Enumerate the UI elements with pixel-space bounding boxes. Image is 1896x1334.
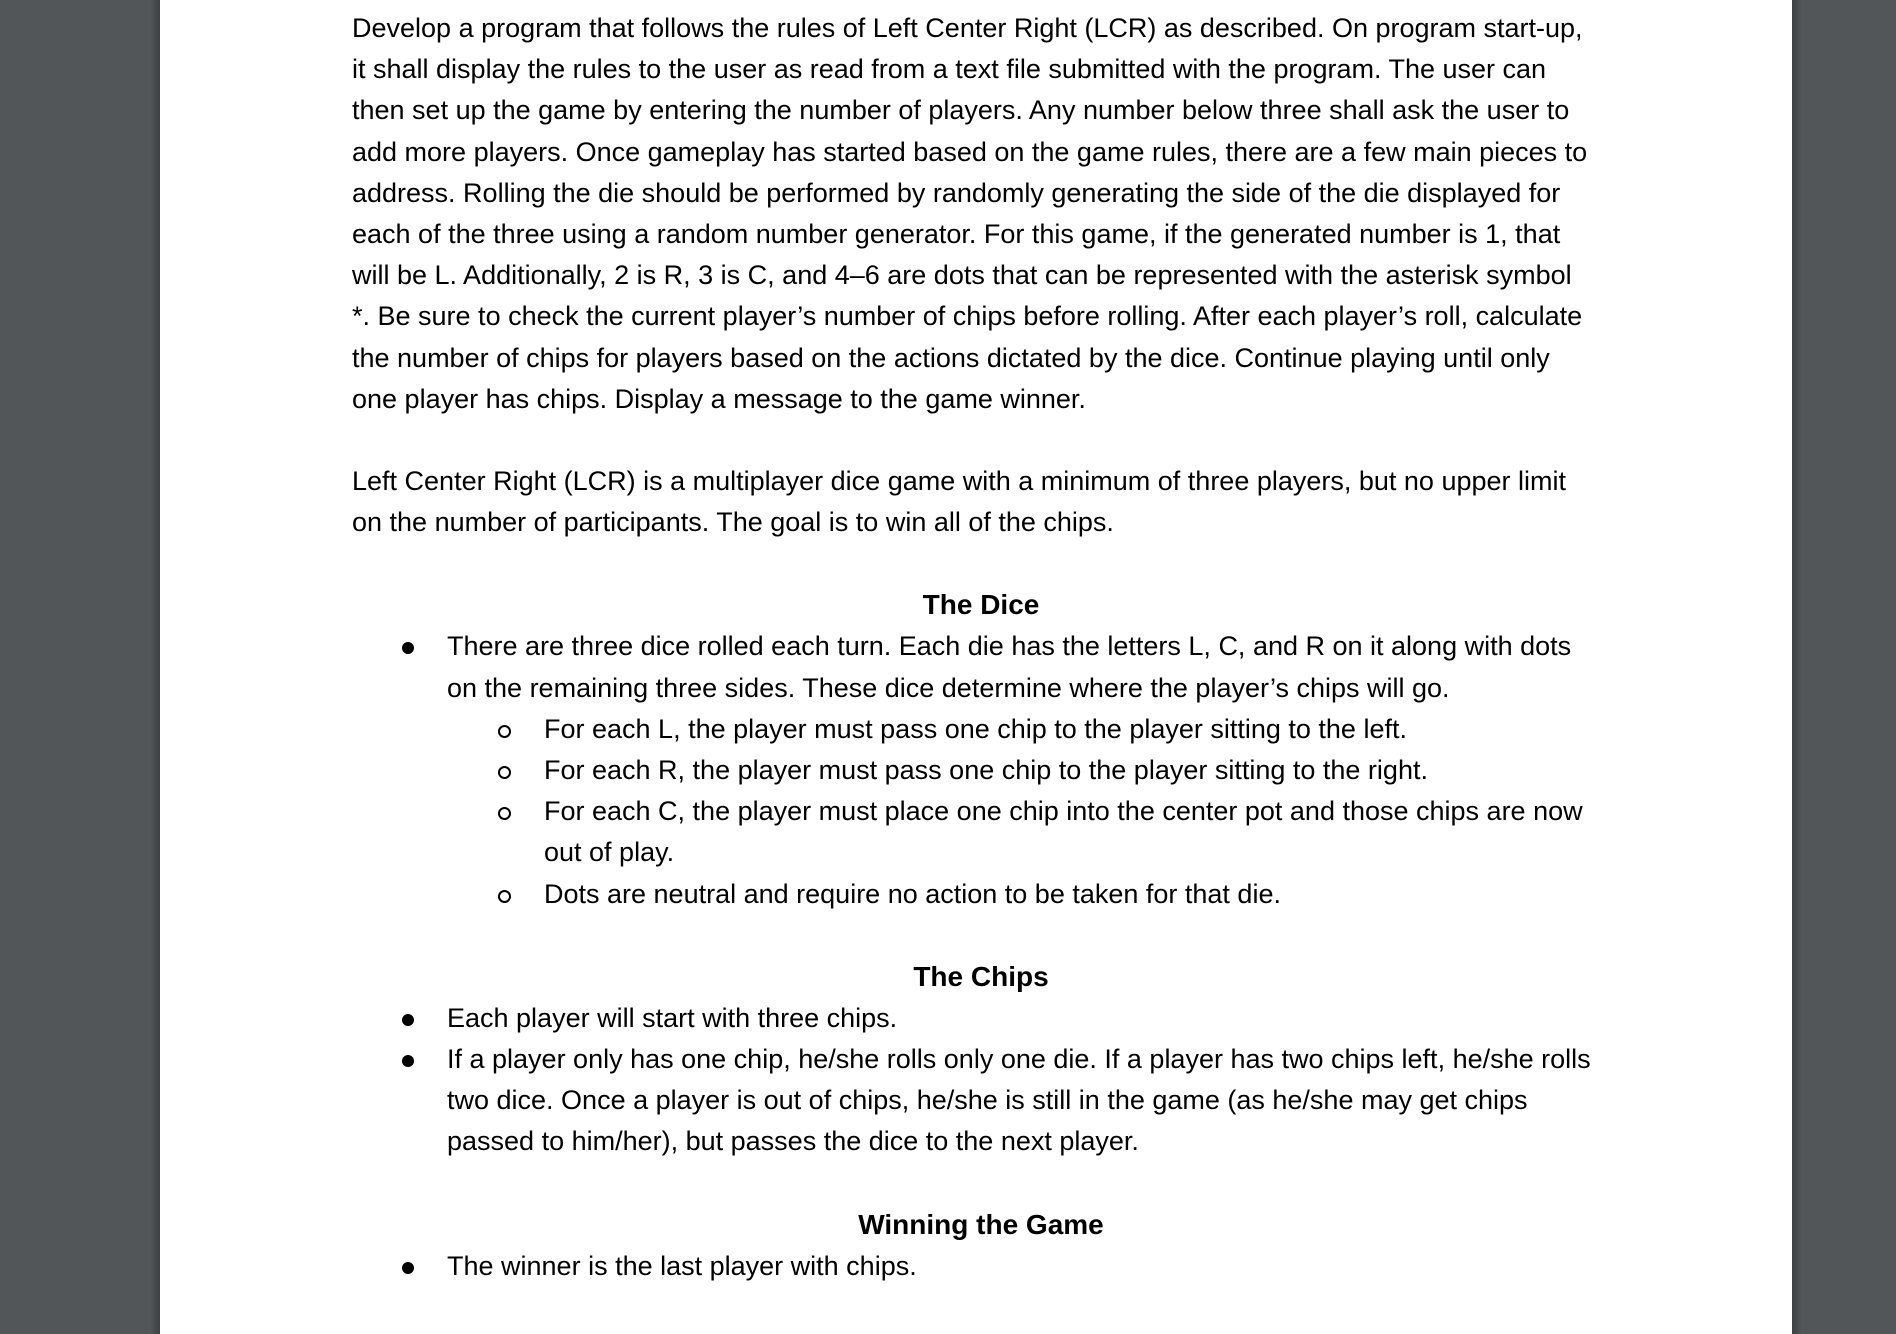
- page-shadow-right: [1792, 0, 1802, 1334]
- bullet-circle: [498, 807, 511, 820]
- list-item: [352, 1246, 1592, 1287]
- bullet-dot: [402, 1014, 414, 1026]
- dice-sub-item-text: For each C, the player must place one chip into the center pot and those chips are now out of play.: [544, 796, 1583, 868]
- document-page: [160, 0, 1792, 1334]
- list-item: [352, 626, 1592, 708]
- intro-paragraph: Develop a program that follows the rules of Left Center Right (LCR) as described. On program start-up, it shall display the rules to the user as read from a text file submitted with the program. The user can then set up the game by entering the number of players. Any number below three shall ask the user to add more players. Once gameplay has started based on the game rules, there are a few main pieces to address. Rolling the die should be performed by randomly generating the side of the die displayed for each of the three using a random number generator. For this game, if the generated number is 1, that will be L. Additionally, 2 is R, 3 is C, and 4–6 are dots that can be represented with the asterisk symbol *. Be sure to check the current player’s number of chips before rolling. After each player’s roll, calculate the number of chips for players based on the actions dictated by the dice. Continue playing until only one player has chips. Display a message to the game winner.: [352, 13, 1588, 414]
- list-item: [352, 998, 1592, 1039]
- winning-bullet-text: The winner is the last player with chips.: [447, 1250, 917, 1281]
- bullet-dot: [402, 1055, 414, 1067]
- bullet-dot: [402, 1262, 414, 1274]
- sub-list-item: [352, 750, 1592, 791]
- page-shadow-left: [150, 0, 160, 1334]
- dice-sub-item-text: For each L, the player must pass one chip to the player sitting to the left.: [544, 713, 1407, 744]
- chips-bullet-text: If a player only has one chip, he/she rolls only one die. If a player has two chips left, he/she rolls two dice. Once a player is out of chips, he/she is still in the game (as he/she may get chips passed to him/her), but passes the dice to the next player.: [447, 1044, 1591, 1157]
- dice-sub-item-text: For each R, the player must pass one chip to the player sitting to the right.: [544, 755, 1428, 786]
- bullet-circle: [498, 890, 511, 903]
- page-content: [352, 8, 1592, 1287]
- chips-heading: The Chips: [913, 960, 1049, 992]
- dice-bullet-text: There are three dice rolled each turn. Each die has the letters L, C, and R on it along with dots on the remaining three sides. These dice determine where the player’s chips will go.: [447, 631, 1572, 703]
- bullet-circle: [498, 766, 511, 779]
- bullet-dot: [402, 642, 414, 654]
- chips-bullet-text: Each player will start with three chips.: [447, 1002, 898, 1033]
- bullet-circle: [498, 725, 511, 738]
- dice-sub-item-text: Dots are neutral and require no action to be taken for that die.: [544, 878, 1281, 909]
- winning-heading: Winning the Game: [858, 1208, 1104, 1240]
- dice-heading: The Dice: [922, 589, 1040, 621]
- sub-list-item: [352, 791, 1592, 873]
- sub-list-item: [352, 709, 1592, 750]
- overview-paragraph: Left Center Right (LCR) is a multiplayer dice game with a minimum of three players, but no upper limit on the number of participants. The goal is to win all of the chips.: [352, 466, 1566, 538]
- sub-list-item: [352, 874, 1592, 915]
- list-item: [352, 1039, 1592, 1163]
